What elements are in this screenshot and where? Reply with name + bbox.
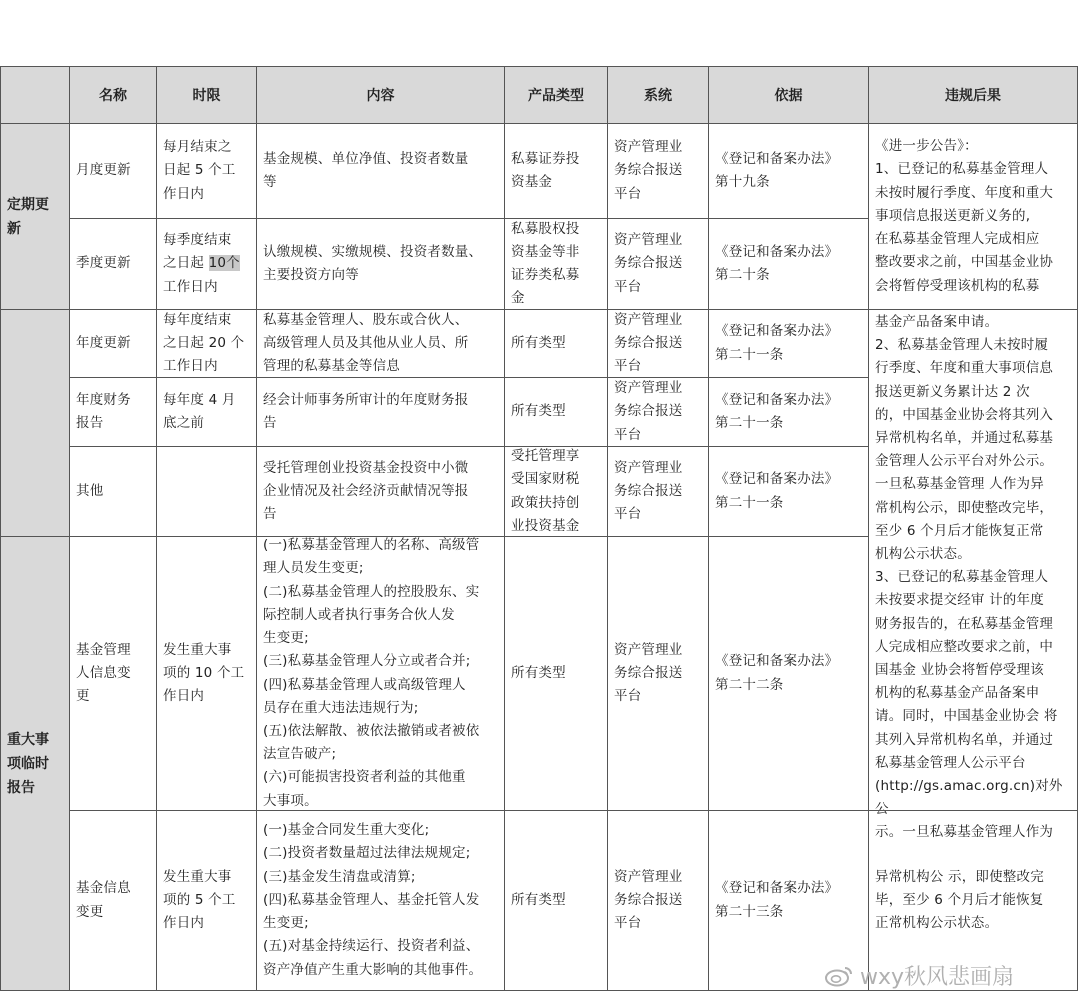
row-other-basis: 《登记和备案办法》 第二十一条 [708, 446, 869, 537]
row-annual-content: 私募基金管理人、股东或合伙人、 高级管理人员及其他从业人员、所 管理的私募基金等信息 [256, 309, 505, 378]
row-quarterly-basis: 《登记和备案办法》 第二十条 [708, 218, 869, 310]
row-annual-product: 所有类型 [504, 309, 608, 378]
row-manager-change-name: 基金管理 人信息变 更 [69, 536, 157, 811]
row-quarterly-name: 季度更新 [69, 218, 157, 310]
row-annual-system: 资产管理业 务综合报送 平台 [607, 309, 709, 378]
row-manager-change-product: 所有类型 [504, 536, 608, 811]
row-quarterly-deadline: 每季度结束 之日起 10个 工作日内 [156, 218, 257, 310]
row-other-product: 受托管理享 受国家财税 政策扶持创 业投资基金 [504, 446, 608, 537]
header-deadline: 时限 [156, 66, 257, 124]
row-fund-change-content: (一)基金合同发生重大变化; (二)投资者数量超过法律法规规定; (三)基金发生清盘或清算; (四)私募基金管理人、基金托管人发 生变更; (五)对基金持续运行、投资者利益、 资产净值产生重大影响的其他事件。 [256, 810, 505, 991]
row-manager-change-basis: 《登记和备案办法》 第二十二条 [708, 536, 869, 811]
row-other-system: 资产管理业 务综合报送 平台 [607, 446, 709, 537]
group-major-event-report: 重大事 项临时 报告 [0, 536, 70, 991]
row-fund-change-consequence: 异常机构公 示，即使整改完 毕，至少 6 个月后才能恢复 正常机构公示状态。 [868, 810, 1078, 991]
row-annual-basis: 《登记和备案办法》 第二十一条 [708, 309, 869, 378]
row-other-name: 其他 [69, 446, 157, 537]
group-periodic-update: 定期更 新 [0, 123, 70, 310]
row-monthly-basis: 《登记和备案办法》 第十九条 [708, 123, 869, 219]
weibo-watermark [824, 960, 1014, 991]
header-name: 名称 [69, 66, 157, 124]
row-quarterly-product: 私募股权投 资基金等非 证券类私募 金 [504, 218, 608, 310]
row-annual-name: 年度更新 [69, 309, 157, 378]
weibo-logo-icon [824, 964, 854, 988]
row-fund-change-product: 所有类型 [504, 810, 608, 991]
header-content: 内容 [256, 66, 505, 124]
group-blank [0, 309, 70, 537]
row-quarterly-content: 认缴规模、实缴规模、投资者数量、 主要投资方向等 [256, 218, 505, 310]
row-annual-finance-basis: 《登记和备案办法》 第二十一条 [708, 377, 869, 447]
row-annual-finance-product: 所有类型 [504, 377, 608, 447]
row-annual-finance-deadline: 每年度 4 月 底之前 [156, 377, 257, 447]
row-annual-finance-content: 经会计师事务所审计的年度财务报 告 [256, 377, 505, 447]
header-consequence: 违规后果 [868, 66, 1078, 124]
consequence-part1: 《进一步公告》： 1、已登记的私募基金管理人 未按时履行季度、年度和重大 事项信息报送更新义务的, 在私募基金管理人完成相应 整改要求之前，中国基金业协 会将暂停受理该机构的私募 [868, 123, 1078, 310]
header-system: 系统 [607, 66, 709, 124]
consequence-part2: 基金产品备案申请。 2、私募基金管理人未按时履 行季度、年度和重大事项信息 报送更新义务累计达 2 次 的，中国基金业协会将其列入 异常机构名单，并通过私募基 金管理人公示平台对外公示。 一旦私募基金管理 人作为异 常机构公示，即使整改完毕， 至少 6 个月后才能恢复正常 机构公示状态。 3、已登记的私募基金管理人 未按要求提交经审 计的年度 财务报告的，在私募基金管理 人完成相应整改要求之前，中 国基金 业协会将暂停受理该 机构的私募基金产品备案申 请。同时，中国基金业协会 将 其列入异常机构名单，并通过 私募基金管理人公示平台 (http://gs.amac.org.cn)对外公 示。一旦私募基金管理人作为 [868, 309, 1078, 811]
row-annual-finance-system: 资产管理业 务综合报送 平台 [607, 377, 709, 447]
header-product-type: 产品类型 [504, 66, 608, 124]
row-annual-finance-name: 年度财务 报告 [69, 377, 157, 447]
row-monthly-product: 私募证券投 资基金 [504, 123, 608, 219]
row-manager-change-deadline: 发生重大事 项的 10 个工 作日内 [156, 536, 257, 811]
row-fund-change-name: 基金信息 变更 [69, 810, 157, 991]
row-fund-change-basis: 《登记和备案办法》 第二十三条 [708, 810, 869, 991]
row-quarterly-system: 资产管理业 务综合报送 平台 [607, 218, 709, 310]
row-fund-change-system: 资产管理业 务综合报送 平台 [607, 810, 709, 991]
row-monthly-content: 基金规模、单位净值、投资者数量 等 [256, 123, 505, 219]
header-corner [0, 66, 70, 124]
row-manager-change-system: 资产管理业 务综合报送 平台 [607, 536, 709, 811]
reporting-table [0, 66, 1078, 991]
row-monthly-system: 资产管理业 务综合报送 平台 [607, 123, 709, 219]
row-monthly-deadline: 每月结束之 日起 5 个工 作日内 [156, 123, 257, 219]
row-manager-change-content: (一)私募基金管理人的名称、高级管 理人员发生变更; (二)私募基金管理人的控股股东、实 际控制人或者执行事务合伙人发 生变更; (三)私募基金管理人分立或者合并; (四)私募基金管理人或高级管理人 员存在重大违法违规行为; (五)依法解散、被依法撤销或者被依 法宣告破产; (六)可能损害投资者利益的其他重 大事项。 [256, 536, 505, 811]
header-basis: 依据 [708, 66, 869, 124]
row-fund-change-deadline: 发生重大事 项的 5 个工 作日内 [156, 810, 257, 991]
watermark-text: wxy秋风悲画扇 [860, 965, 1015, 990]
row-other-deadline [156, 446, 257, 537]
row-annual-deadline: 每年度结束 之日起 20 个 工作日内 [156, 309, 257, 378]
row-monthly-name: 月度更新 [69, 123, 157, 219]
row-other-content: 受托管理创业投资基金投资中小微 企业情况及社会经济贡献情况等报 告 [256, 446, 505, 537]
